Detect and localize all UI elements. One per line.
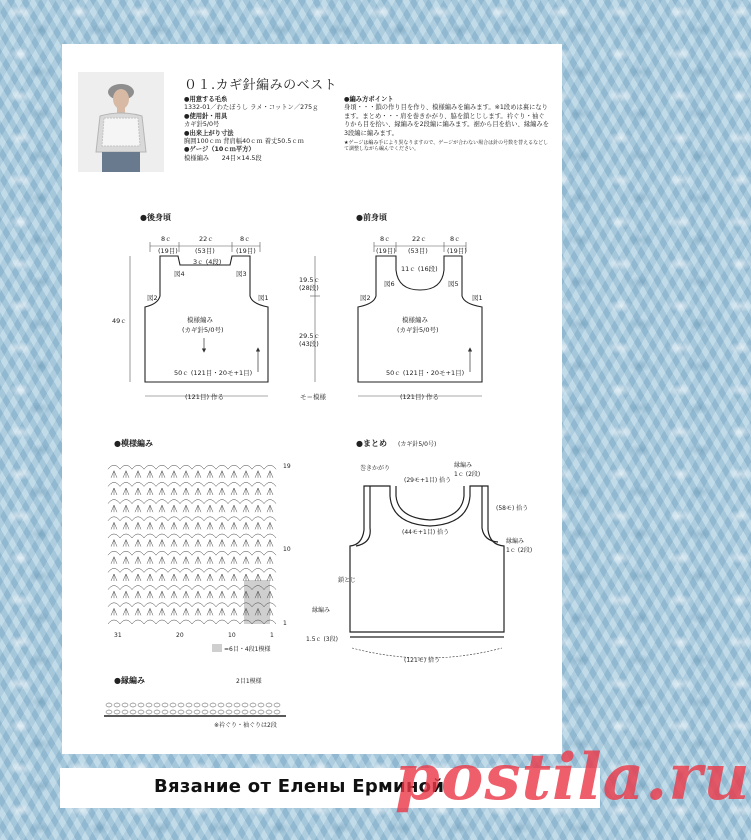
back-body-diagram (112, 212, 327, 401)
size-heading: ●出来上がり寸法 (184, 129, 234, 137)
chart-col31: 31 (114, 632, 122, 639)
back-r2-st: (43段) (299, 340, 319, 348)
assembly-edge-side-size: 1ｃ (2段) (506, 547, 533, 554)
back-r1-st: (28段) (299, 284, 319, 292)
chart-row10: 10 (283, 546, 291, 553)
stitch-chart (108, 438, 291, 653)
assembly-needle: (カギ針5/0号) (398, 441, 437, 448)
back-top-mid-st: (53目) (195, 247, 215, 255)
assembly-edge-top: 1ｃ (2段) (454, 471, 481, 478)
assembly-side-join: 鎖とじ (338, 577, 357, 584)
chart-col20: 20 (176, 632, 184, 639)
front-top-left-st: (19目) (376, 247, 396, 255)
assembly-hem-pick: (121モ) 拾う (404, 657, 441, 664)
tools-value: カギ針5/0号 (184, 121, 220, 129)
front-top-left: 8ｃ (380, 235, 391, 243)
back-label4: 図4 (174, 270, 185, 278)
chart-col10: 10 (228, 632, 236, 639)
back-top-left: 8ｃ (161, 235, 172, 243)
notes-text: 身頃・・・鎖の作り目を作り、模様編みを編みます。※1段めは裏になります。まとめ・・・肩を巻きかがり、脇を鎖とじします。衿ぐり・袖ぐりから目を拾い、縁編みを2段編に編みます。裾から目を拾い、縁編みを3段編に編みます。 (344, 104, 550, 137)
assembly-edge-side: 縁編み (506, 538, 525, 545)
tools-heading: ●使用針・用具 (184, 112, 228, 120)
back-top-mid: 22ｃ (199, 235, 214, 243)
front-cast: (121目) 作る (400, 393, 440, 401)
back-cast: (121目) 作る (185, 393, 225, 401)
border-note: ※衿ぐり・袖ぐりは2段 (214, 722, 277, 729)
back-height: 49ｃ (112, 317, 127, 325)
back-neck: 3ｃ (4段) (193, 258, 222, 266)
notes-small: ★ゲージは編み手により異なりますので、ゲージが合わない場合は針の号数を替えるなどして調整しながら編んでください。 (344, 140, 549, 153)
size-value: 胸囲100ｃｍ 背肩幅40ｃｍ 着丈50.5ｃｍ (184, 138, 304, 146)
back-key: モ＝模様 (300, 393, 326, 401)
back-top-right-st: (19目) (236, 247, 256, 255)
front-heading: ●前身頃 (356, 213, 387, 222)
notes-heading: ●編み方ポイント (344, 96, 394, 103)
front-top-right: 8ｃ (450, 235, 461, 243)
assembly-hem-size: 1.5ｃ (3段) (306, 636, 338, 643)
front-label1: 図1 (472, 294, 483, 302)
back-r2: 29.5ｃ (299, 332, 320, 340)
assembly-arm-pick: (58モ) 拾う (496, 505, 529, 512)
legend-swatch (212, 644, 222, 652)
caption-text: Вязание от Елены Ерминой (154, 776, 445, 797)
back-label1: 図1 (258, 294, 269, 302)
gauge-value: 模様編み 24目×14.5段 (184, 154, 262, 162)
chart-row1: 1 (283, 620, 287, 627)
front-label2: 図2 (360, 294, 371, 302)
assembly-neck-pick: (29モ+1目) 拾う (404, 477, 452, 484)
front-label6: 図6 (384, 280, 395, 288)
back-pattern: 模様編み (187, 316, 213, 324)
assembly-edge-heading: 縁編み (454, 462, 473, 469)
assembly-whip: 巻きかがり (360, 465, 391, 472)
gauge-heading: ●ゲージ（10ｃｍ平方） (184, 146, 255, 154)
front-top-mid: 22ｃ (412, 235, 427, 243)
front-top-right-st: (19目) (447, 247, 467, 255)
back-top-left-st: (19目) (158, 247, 178, 255)
yarn-heading: ●用意する毛糸 (184, 96, 228, 103)
assembly-front-pick: (44モ+1目) 拾う (402, 529, 450, 536)
chart-legend: =6目・4段1模様 (224, 646, 271, 653)
front-body-diagram (356, 212, 483, 401)
front-needle: (カギ針5/0号) (397, 326, 439, 334)
front-width: 50ｃ (121目・20モ+1目) (386, 369, 465, 377)
front-top-mid-st: (53目) (408, 247, 428, 255)
front-label5: 図5 (448, 280, 459, 288)
back-r1: 19.5ｃ (299, 276, 320, 284)
chart-repeat-shade (244, 580, 270, 624)
border-repeat: 2目1模様 (236, 678, 262, 685)
back-label3: 図3 (236, 270, 247, 278)
back-label2: 図2 (147, 294, 158, 302)
page-title: ０１.カギ針編みのベスト (184, 78, 338, 93)
border-symbols (106, 703, 280, 714)
back-width: 50ｃ (121目・20モ+1目) (174, 369, 253, 377)
front-neck: 11ｃ (16段) (401, 265, 438, 273)
front-pattern: 模様編み (402, 316, 428, 324)
border-chart (104, 675, 286, 729)
chart-row19: 19 (283, 463, 291, 470)
assembly-diagram (306, 439, 532, 664)
yarn-value: 1332-01／わたぼうし ラメ・コットン／275ｇ (184, 104, 319, 112)
chart-heading: ●模様編み (114, 439, 153, 448)
assembly-hem-edge: 縁編み (312, 607, 331, 614)
chart-col1: 1 (270, 632, 274, 639)
watermark: postila.ru (395, 740, 751, 815)
border-heading: ●縁編み (114, 676, 145, 685)
assembly-heading: ●まとめ (356, 439, 387, 448)
back-heading: ●後身頃 (140, 213, 171, 222)
back-needle: (カギ針5/0号) (182, 326, 224, 334)
back-top-right: 8ｃ (240, 235, 251, 243)
